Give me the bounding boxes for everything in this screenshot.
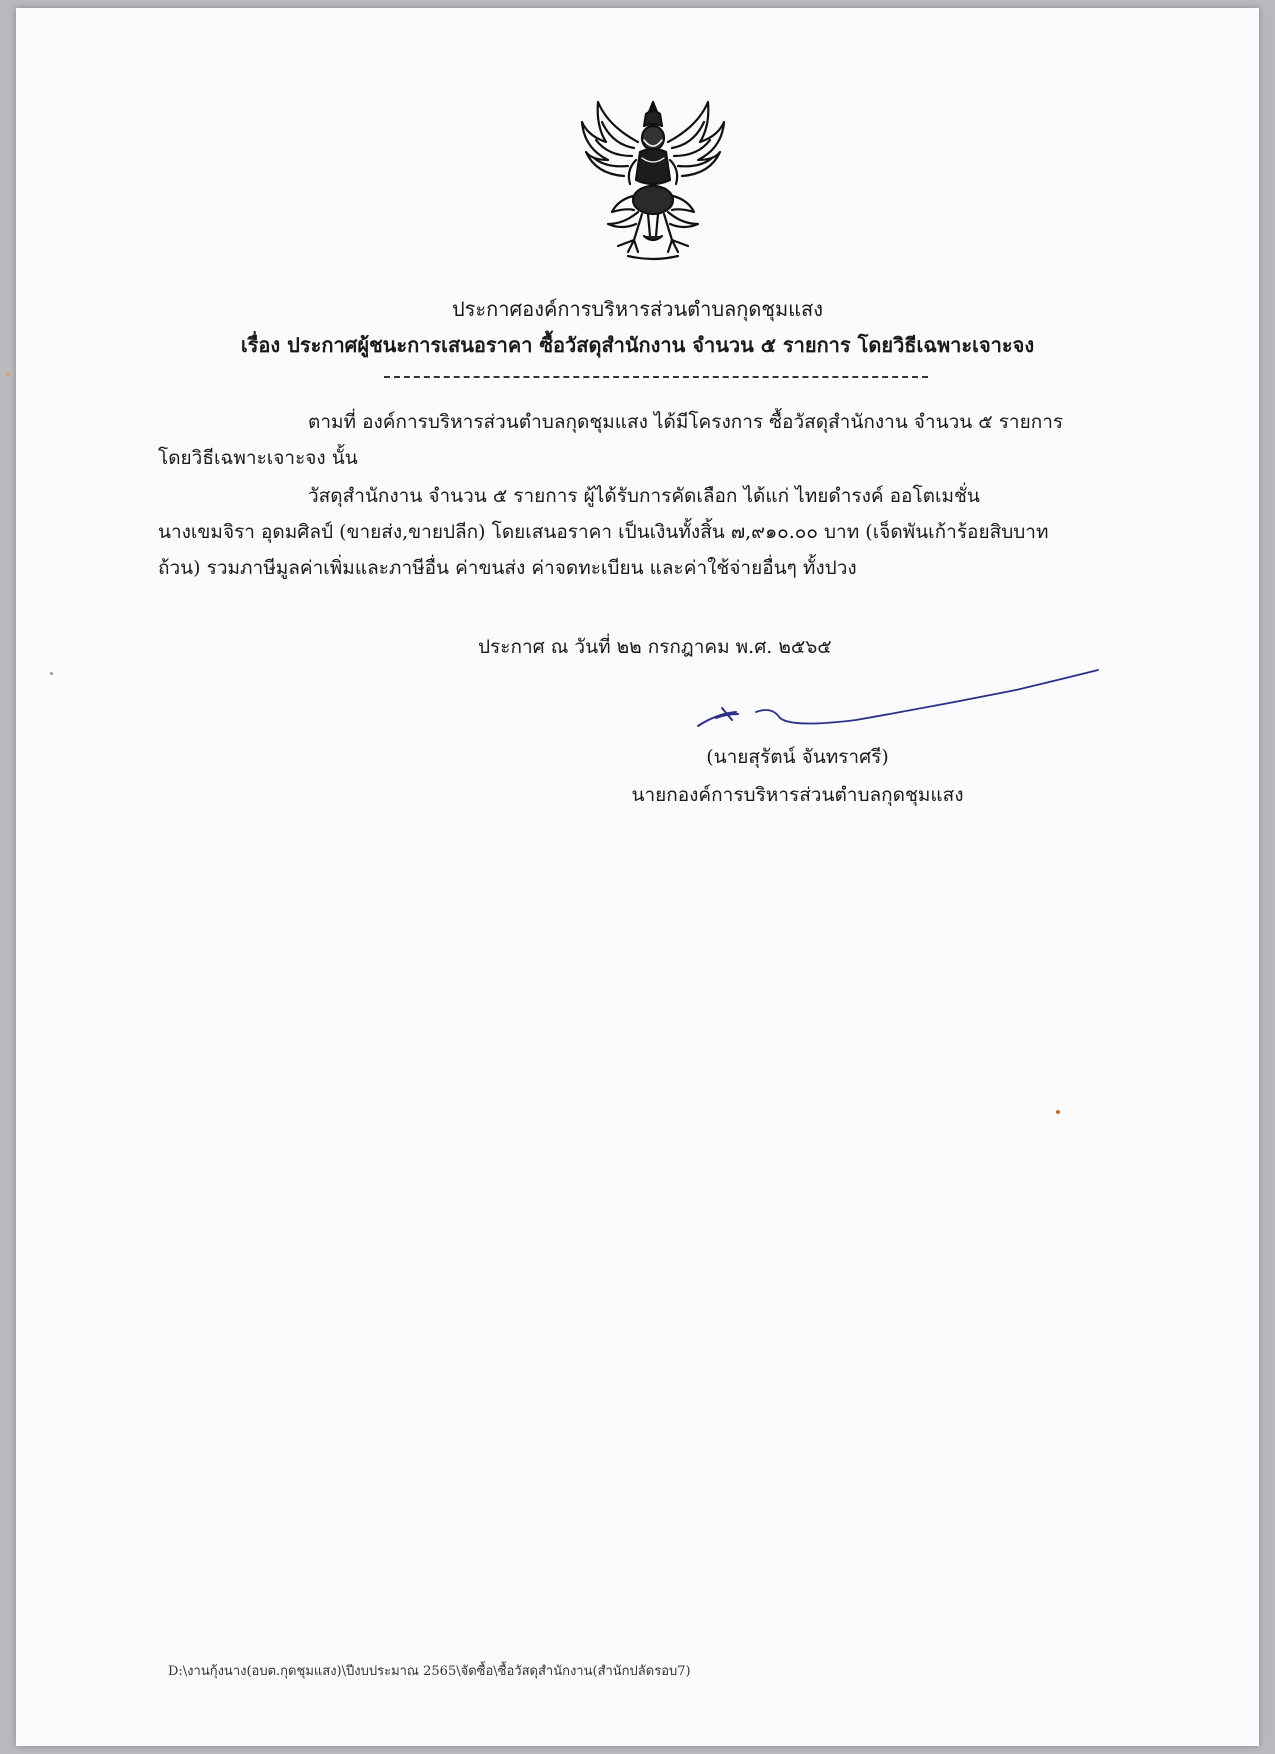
paragraph-line: ถ้วน) รวมภาษีมูลค่าเพิ่มและภาษีอื่น ค่าขนส่ง ค่าจดทะเบียน และค่าใช้จ่ายอื่นๆ ทั้งปวง bbox=[158, 557, 857, 579]
dashed-divider bbox=[384, 376, 928, 378]
signer-position: นายกองค์การบริหารส่วนตำบลกุดชุมแสง bbox=[631, 784, 964, 806]
handwritten-signature-icon bbox=[676, 648, 1116, 728]
paragraph-line: ตามที่ องค์การบริหารส่วนตำบลกุดชุมแสง ได้มีโครงการ ซื้อวัสดุสำนักงาน จำนวน ๕ รายการ bbox=[308, 411, 1064, 433]
scan-speck bbox=[1056, 1110, 1060, 1114]
announcement-title: ประกาศองค์การบริหารส่วนตำบลกุดชุมแสง bbox=[451, 297, 824, 321]
scan-speck bbox=[50, 672, 53, 675]
signer-name: (นายสุรัตน์ จันทราศรี) bbox=[706, 746, 889, 768]
paragraph-line: วัสดุสำนักงาน จำนวน ๕ รายการ ผู้ได้รับการคัดเลือก ได้แก่ ไทยดำรงค์ ออโตเมชั่น bbox=[308, 485, 980, 507]
garuda-emblem-icon bbox=[578, 96, 728, 266]
paragraph-line: โดยวิธีเฉพาะเจาะจง นั้น bbox=[158, 447, 358, 469]
file-path-footer: D:\งานกุ้งนาง(อบต.กุดชุมแสง)\ปีงบประมาณ 2565\จัดซื้อ\ซื้อวัสดุสำนักงาน(สำนักปลัดรอบ7) bbox=[168, 1664, 691, 1679]
announcement-date: ประกาศ ณ วันที่ ๒๒ กรกฎาคม พ.ศ. ๒๕๖๕ bbox=[478, 636, 832, 658]
paragraph-intro bbox=[158, 404, 1158, 476]
announcement-subject: เรื่อง ประกาศผู้ชนะการเสนอราคา ซื้อวัสดุสำนักงาน จำนวน ๕ รายการ โดยวิธีเฉพาะเจาะจง bbox=[240, 333, 1035, 357]
paragraph-award bbox=[158, 478, 1158, 586]
document-page bbox=[16, 8, 1259, 1746]
paragraph-line: นางเขมจิรา อุดมศิลป์ (ขายส่ง,ขายปลีก) โดยเสนอราคา เป็นเงินทั้งสิ้น ๗,๙๑๐.๐๐ บาท (เจ็ดพันเก้าร้อยสิบบาท bbox=[158, 521, 1049, 543]
scan-speck bbox=[6, 372, 10, 376]
